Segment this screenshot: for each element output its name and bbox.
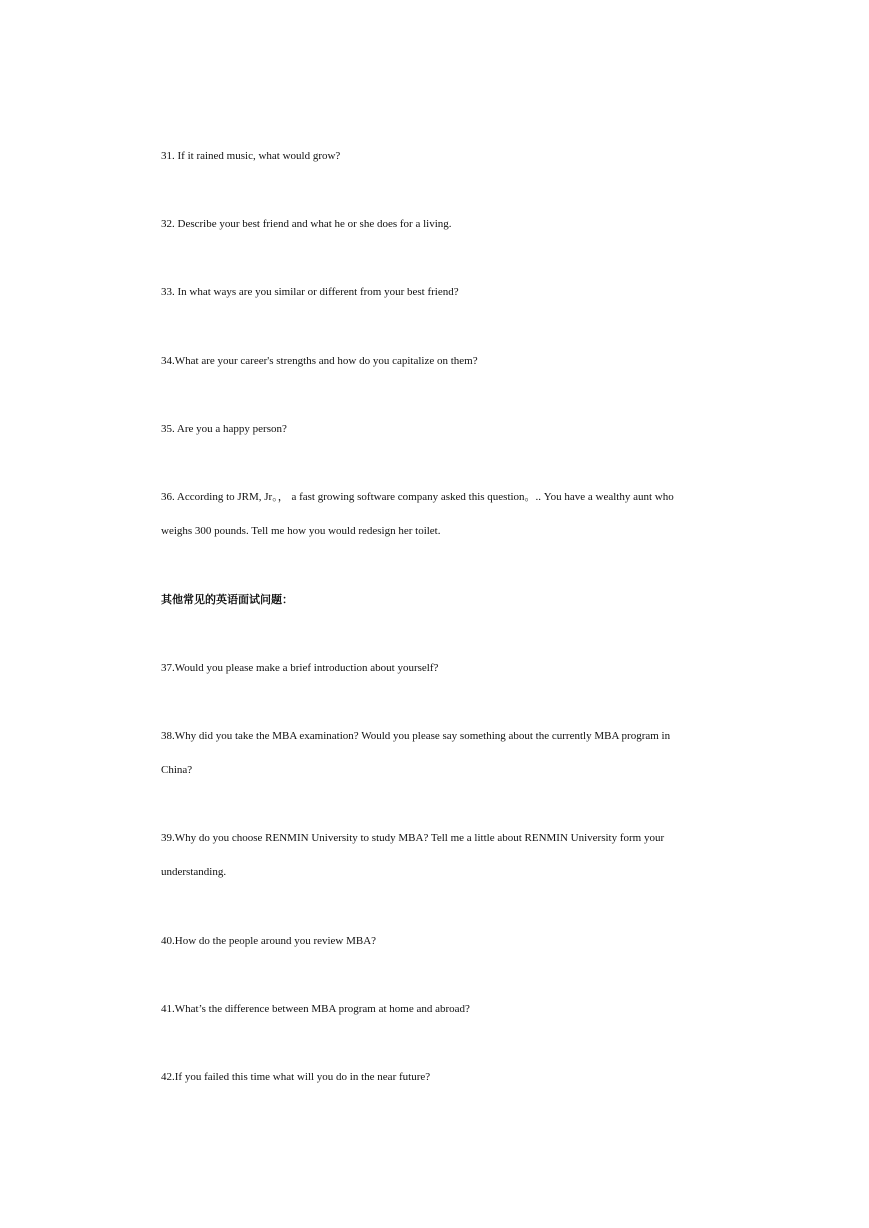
question-40: 40.How do the people around you review MBA? [161, 935, 377, 947]
question-32: 32. Describe your best friend and what he or she does for a living. [161, 218, 452, 230]
section-heading: 其他常见的英语面试问题： [161, 593, 293, 606]
question-38-line-2: China? [161, 764, 193, 776]
question-41: 41.What’s the difference between MBA program at home and abroad? [161, 1003, 470, 1015]
question-36-line-1: 36. According to JRM, Jr。， a fast growing software company asked this question。.. You have a wealthy aunt who [161, 491, 674, 503]
question-33: 33. In what ways are you similar or different from your best friend? [161, 286, 459, 298]
question-42: 42.If you failed this time what will you do in the near future? [161, 1071, 431, 1083]
question-39-line-2: understanding. [161, 866, 227, 878]
question-35: 35. Are you a happy person? [161, 423, 287, 435]
question-36-line-2: weighs 300 pounds. Tell me how you would redesign her toilet. [161, 525, 441, 537]
question-37: 37.Would you please make a brief introduction about yourself? [161, 662, 439, 674]
question-39-line-1: 39.Why do you choose RENMIN University to study MBA? Tell me a little about RENMIN University form your [161, 832, 665, 844]
question-38-line-1: 38.Why did you take the MBA examination? Would you please say something about the currently MBA program in [161, 730, 671, 742]
question-31: 31. If it rained music, what would grow? [161, 150, 341, 162]
question-34: 34.What are your career's strengths and how do you capitalize on them? [161, 355, 478, 367]
